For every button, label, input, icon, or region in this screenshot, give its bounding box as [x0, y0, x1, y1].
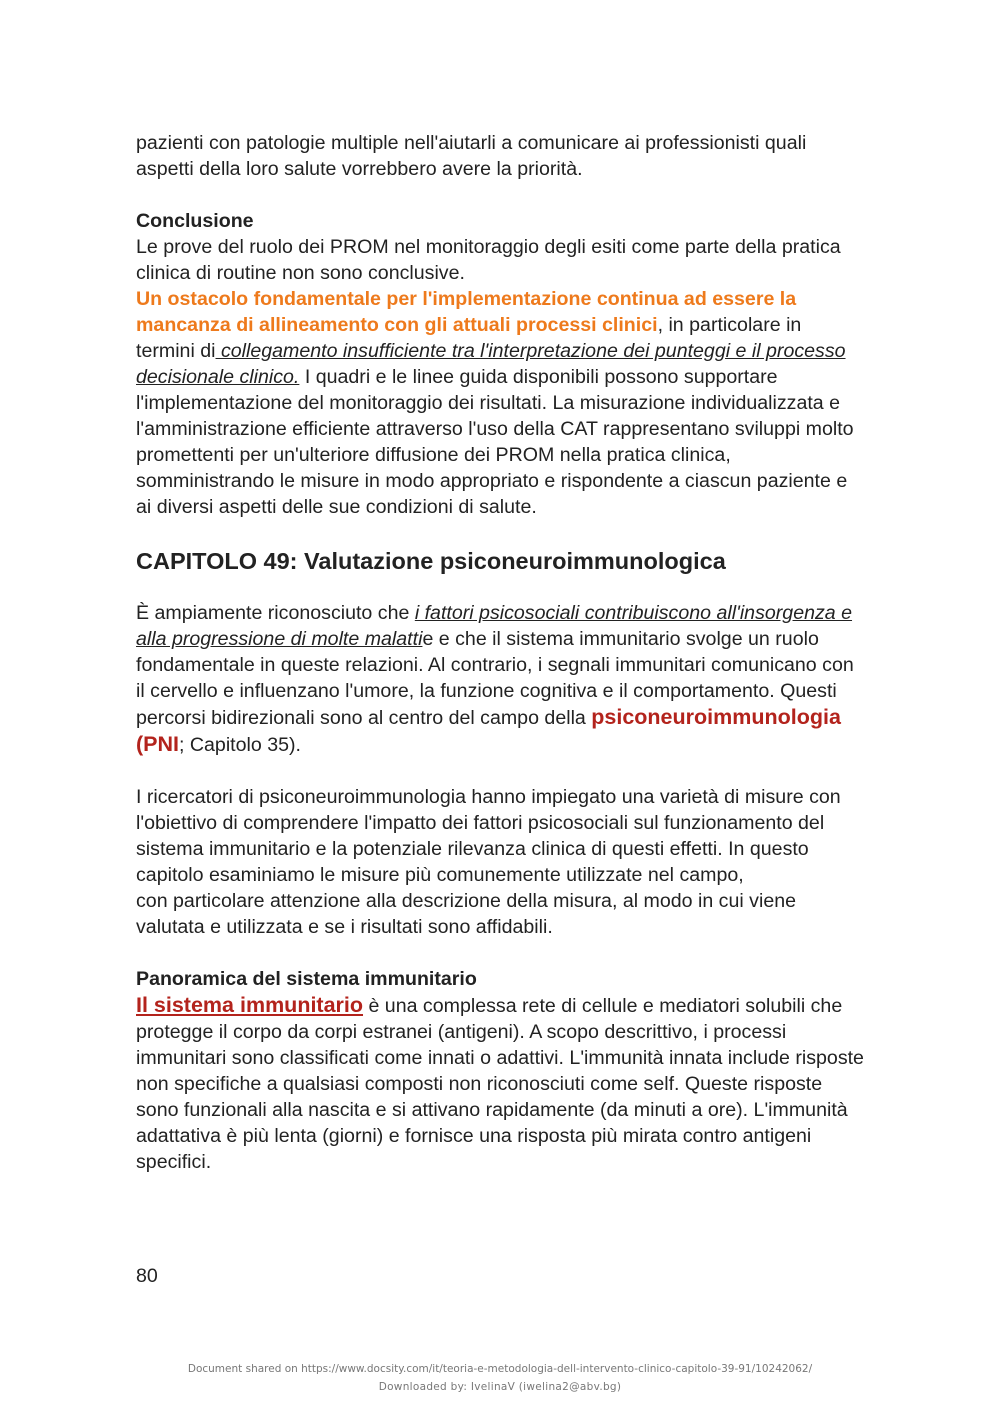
spacer: [136, 940, 864, 966]
chapter-text-b: e e che il sistema immunitario svolge un ruolo fondamentale in queste relazioni. Al contrario, i segnali immunitari comunicano con il cervello e influenzano l'umore, la funzione cognitiva e il comportamento. Questi percorsi bidirezionali sono al centro del campo della: [136, 628, 854, 729]
document-page: [136, 130, 864, 1175]
spacer: [136, 758, 864, 784]
italic-underlined-phrase: collegamento insufficiente tra l'interpretazione dei punteggi e il processo decisionale clinico.: [136, 340, 846, 388]
chapter-title: CAPITOLO 49: Valutazione psiconeuroimmunologica: [136, 548, 726, 574]
conclusione-text-3: I quadri e le linee guida disponibili possono supportare l'implementazione del monitoraggio dei risultati. La misurazione individualizzata e l'amministrazione efficiente attraverso l'uso della CAT rappresentano sviluppi molto promettenti per un'ulteriore diffusione dei PROM nella pratica clinica, somministrando le misure in modo appropriato e rispondente a ciascun paziente e ai diversi aspetti delle sue condizioni di salute.: [136, 366, 854, 518]
chapter-text-a: È ampiamente riconosciuto che: [136, 602, 415, 624]
footer-shared-line: Document shared on https://www.docsity.com/it/teoria-e-metodologia-dell-intervento-clinico-capitolo-39-91/10242062/: [187, 1363, 813, 1375]
sistema-immunitario-link[interactable]: Il sistema immunitario: [136, 993, 364, 1017]
chapter-text-c: ; Capitolo 35).: [179, 734, 301, 756]
conclusione-text-2: , in particolare in termini di: [136, 314, 802, 362]
conclusione-paragraph-2: [136, 286, 864, 520]
italic-underlined-phrase: i fattori psicosociali contribuiscono all'insorgenza e alla progressione di molte malatti: [136, 602, 853, 650]
section-heading-panoramica: Panoramica del sistema immunitario: [136, 968, 477, 990]
conclusione-paragraph-1: Le prove del ruolo dei PROM nel monitoraggio degli esiti come parte della pratica clinica di routine non sono conclusive.: [136, 236, 841, 284]
red-highlight-term: psiconeuroimmunologia (PNI: [136, 705, 841, 756]
orange-highlight-text: Un ostacolo fondamentale per l'implementazione continua ad essere la mancanza di allineamento con gli attuali processi clinici: [136, 288, 797, 336]
panoramica-text: è una complessa rete di cellule e mediatori solubili che protegge il corpo da corpi estranei (antigeni). A scopo descrittivo, i processi immunitari sono classificati come innati o adattivi. L'immunità innata include risposte non specifiche a qualsiasi composti non riconosciuti come self. Queste risposte sono funzionali alla nascita e si attivano rapidamente (da minuti a ore). L'immunità adattativa è più lenta (giorni) e fornisce una risposta più mirata contro antigeni specifici.: [136, 995, 864, 1173]
page-number: 80: [136, 1265, 158, 1287]
chapter-paragraph-2: I ricercatori di psiconeuroimmunologia hanno impiegato una varietà di misure con l'obiettivo di comprendere l'impatto dei fattori psicosociali sul funzionamento del sistema immunitario e la potenziale rilevanza clinica di questi effetti. In questo capitolo esaminiamo le misure più comunemente utilizzate nel campo,: [136, 786, 841, 886]
spacer: [136, 182, 864, 208]
chapter-paragraph-3: con particolare attenzione alla descrizione della misura, al modo in cui viene valutata e utilizzata e se i risultati sono affidabili.: [136, 890, 797, 938]
intro-paragraph: pazienti con patologie multiple nell'aiutarli a comunicare ai professionisti quali aspetti della loro salute vorrebbero avere la priorità.: [136, 132, 807, 180]
section-heading-conclusione: Conclusione: [136, 210, 254, 232]
spacer: [136, 520, 864, 546]
panoramica-paragraph: [136, 992, 864, 1175]
chapter-paragraph-1: [136, 600, 864, 758]
footer-downloaded-line: Downloaded by: IvelinaV (iwelina2@abv.bg): [378, 1381, 622, 1393]
spacer: [136, 576, 864, 600]
